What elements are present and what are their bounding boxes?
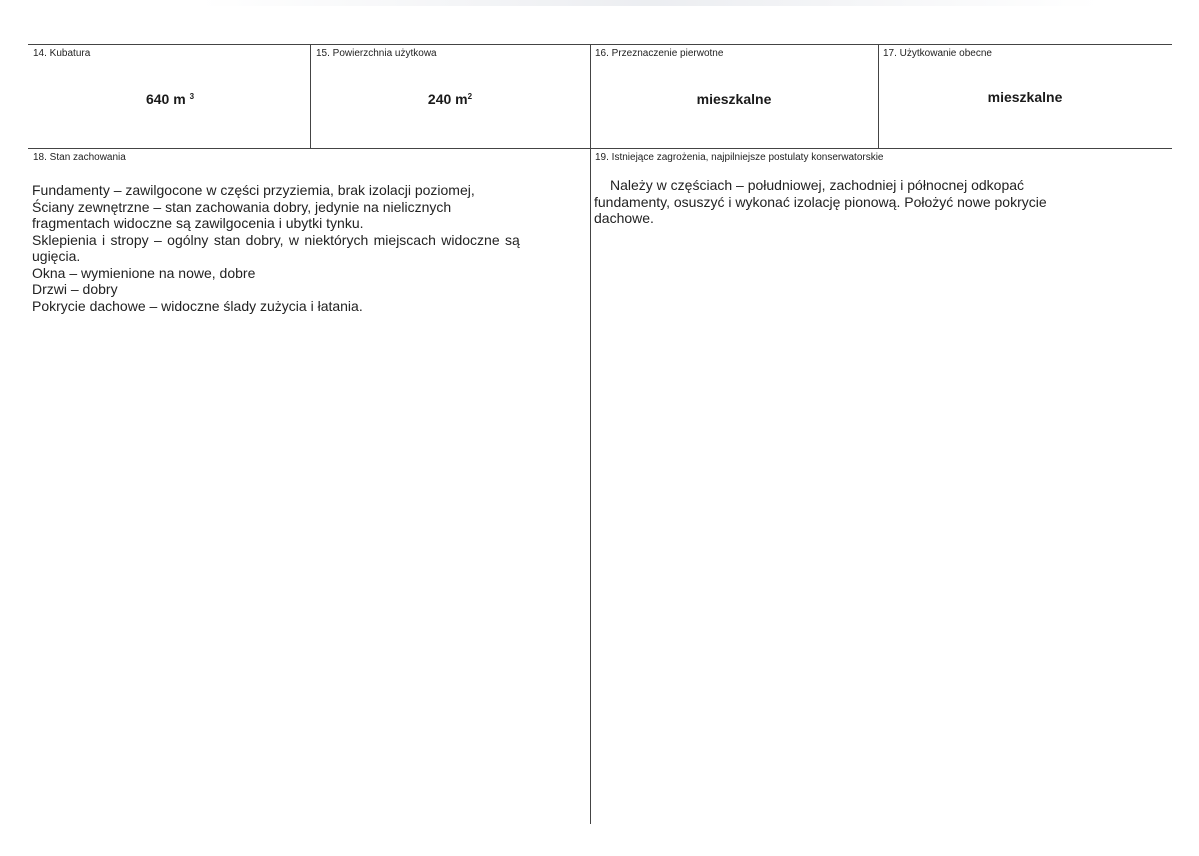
field-14-label: 14. Kubatura xyxy=(33,48,91,59)
field-18-text xyxy=(32,182,585,314)
scan-smudge xyxy=(200,0,1100,6)
text-line: fundamenty, osuszyć i wykonać izolację pionową. Położyć nowe pokrycie xyxy=(594,193,1047,210)
field-14-value xyxy=(30,89,310,107)
field-19-text xyxy=(594,177,1154,227)
powierzchnia-unit-exponent: 2 xyxy=(467,92,473,101)
text-line: Ściany zewnętrzne – stan zachowania dobry, jedynie na nielicznych xyxy=(32,198,452,215)
text-line: Należy w częściach – południowej, zachodniej i północnej odkopać xyxy=(610,177,1025,193)
field-18-label: 18. Stan zachowania xyxy=(33,152,126,163)
text-line: Sklepienia i stropy – ogólny stan dobry, w niektórych miejscach widoczne są xyxy=(32,231,520,248)
text-line: Fundamenty – zawilgocone w części przyziemia, brak izolacji poziomej, xyxy=(32,182,475,198)
field-15-label: 15. Powierzchnia użytkowa xyxy=(316,48,437,59)
field-16-label: 16. Przeznaczenie pierwotne xyxy=(595,48,724,59)
powierzchnia-value: 240 m xyxy=(427,91,468,107)
text-line: Okna – wymienione na nowe, dobre xyxy=(32,264,256,281)
kubatura-value: 640 m xyxy=(145,91,186,107)
row-divider xyxy=(28,148,1172,149)
col-divider-2 xyxy=(590,44,591,824)
field-15-value xyxy=(310,89,590,107)
field-19-label: 19. Istniejące zagrożenia, najpilniejsze postulaty konserwatorskie xyxy=(595,152,884,163)
text-line: ugięcia. xyxy=(32,248,81,264)
field-17-label: 17. Użytkowanie obecne xyxy=(883,48,992,59)
text-line: Drzwi – dobry xyxy=(32,281,118,297)
text-line: dachowe. xyxy=(594,210,654,226)
text-line: Pokrycie dachowe – widoczne ślady zużycia i łatania. xyxy=(32,297,363,314)
field-16-value: mieszkalne xyxy=(696,91,772,107)
table-top-border xyxy=(28,44,1172,45)
kubatura-unit-exponent: 3 xyxy=(189,92,195,101)
text-line: fragmentach widoczne są zawilgocenia i ubytki tynku. xyxy=(32,215,364,231)
field-17-value: mieszkalne xyxy=(987,89,1063,105)
